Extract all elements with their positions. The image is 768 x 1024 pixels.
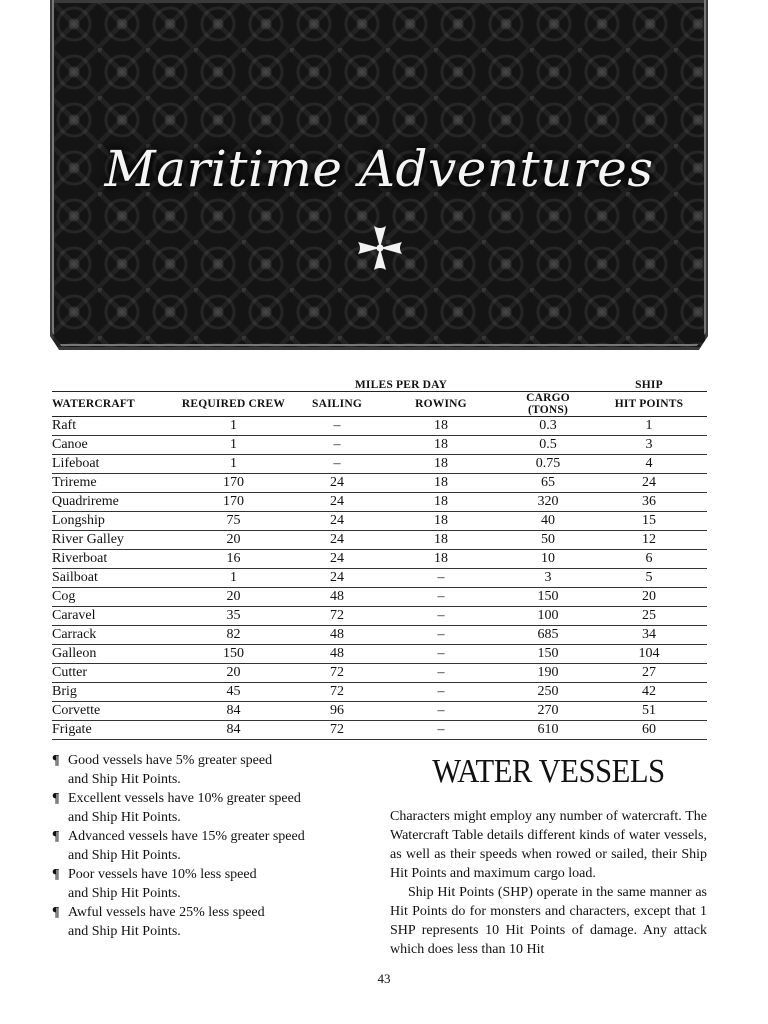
- table-cell: 50: [505, 531, 591, 550]
- table-cell: 48: [297, 588, 377, 607]
- table-cell: 72: [297, 721, 377, 740]
- table-cell: 150: [505, 588, 591, 607]
- paragraph: Characters might employ any number of watercraft. The Watercraft Table details different kinds of water vessels, as well as their speeds when rowed or sailed, their Ship Hit Points and maximum cargo load.: [390, 809, 707, 881]
- table-cell: 170: [170, 493, 297, 512]
- table-cell: 0.75: [505, 455, 591, 474]
- table-cell: –: [377, 721, 505, 740]
- section-body: [390, 807, 707, 959]
- watercraft-name-cell: Sailboat: [52, 569, 170, 588]
- section-heading: WATER VESSELS: [432, 753, 665, 790]
- table-cell: 24: [297, 531, 377, 550]
- table-cell: 270: [505, 702, 591, 721]
- table-cell: 96: [297, 702, 377, 721]
- group-header-miles-per-day: MILES PER DAY: [354, 379, 448, 391]
- column-header: WATERCRAFT: [52, 392, 170, 417]
- table-cell: 18: [377, 474, 505, 493]
- table-cell: 1: [170, 569, 297, 588]
- table-cell: –: [377, 645, 505, 664]
- table-cell: 27: [591, 664, 707, 683]
- table-cell: 18: [377, 512, 505, 531]
- vessel-quality-notes: [52, 751, 352, 941]
- table-cell: 5: [591, 569, 707, 588]
- table-row: [52, 436, 707, 455]
- table-cell: 18: [377, 436, 505, 455]
- table-cell: –: [377, 683, 505, 702]
- watercraft-name-cell: Trireme: [52, 474, 170, 493]
- table-cell: 45: [170, 683, 297, 702]
- table-cell: 65: [505, 474, 591, 493]
- table-cell: 20: [170, 588, 297, 607]
- watercraft-name-cell: Cog: [52, 588, 170, 607]
- watercraft-name-cell: Corvette: [52, 702, 170, 721]
- table-cell: –: [377, 607, 505, 626]
- watercraft-name-cell: Carrack: [52, 626, 170, 645]
- table-row: [52, 417, 707, 436]
- table-cell: 18: [377, 493, 505, 512]
- table-cell: 84: [170, 702, 297, 721]
- watercraft-name-cell: Raft: [52, 417, 170, 436]
- table-cell: 48: [297, 626, 377, 645]
- table-cell: 170: [170, 474, 297, 493]
- table-cell: –: [377, 569, 505, 588]
- chapter-title: Maritime Adventures: [104, 140, 654, 198]
- pilcrow-icon: ¶: [52, 791, 60, 806]
- table-cell: 34: [591, 626, 707, 645]
- table-cell: 3: [591, 436, 707, 455]
- table-cell: 24: [297, 493, 377, 512]
- table-row: [52, 531, 707, 550]
- table-cell: 51: [591, 702, 707, 721]
- table-cell: 12: [591, 531, 707, 550]
- table-cell: 24: [297, 512, 377, 531]
- table-cell: 18: [377, 550, 505, 569]
- table-cell: 0.3: [505, 417, 591, 436]
- table-cell: –: [297, 417, 377, 436]
- table-cell: –: [377, 626, 505, 645]
- table-cell: 1: [170, 455, 297, 474]
- table-row: [52, 569, 707, 588]
- table-cell: 150: [170, 645, 297, 664]
- table-cell: 18: [377, 417, 505, 436]
- table-cell: –: [377, 664, 505, 683]
- table-cell: 24: [297, 569, 377, 588]
- table-cell: 84: [170, 721, 297, 740]
- group-header-ship: SHIP: [635, 379, 663, 391]
- watercraft-name-cell: Cutter: [52, 664, 170, 683]
- note-item: ¶ Advanced vessels have 15% greater speed and Ship Hit Points.: [52, 829, 305, 863]
- watercraft-name-cell: Brig: [52, 683, 170, 702]
- table-cell: 3: [505, 569, 591, 588]
- table-cell: 72: [297, 664, 377, 683]
- table-cell: 6: [591, 550, 707, 569]
- table-row: [52, 702, 707, 721]
- pilcrow-icon: ¶: [52, 753, 60, 768]
- table-cell: 150: [505, 645, 591, 664]
- table-cell: –: [377, 702, 505, 721]
- table-cell: 35: [170, 607, 297, 626]
- table-row: [52, 455, 707, 474]
- table-cell: 20: [170, 531, 297, 550]
- table-cell: 100: [505, 607, 591, 626]
- column-header: HIT POINTS: [591, 392, 707, 417]
- table-cell: 250: [505, 683, 591, 702]
- table-cell: 40: [505, 512, 591, 531]
- watercraft-table: [52, 372, 707, 740]
- table-row: [52, 721, 707, 740]
- table-cell: –: [297, 436, 377, 455]
- table-cell: 24: [297, 550, 377, 569]
- page-number: 43: [377, 971, 391, 986]
- table-cell: 24: [591, 474, 707, 493]
- cross-pattee-icon: [354, 222, 406, 274]
- note-item: ¶ Excellent vessels have 10% greater speed and Ship Hit Points.: [52, 791, 301, 825]
- table-cell: –: [377, 588, 505, 607]
- table-cell: 1: [170, 436, 297, 455]
- column-header: SAILING: [297, 392, 377, 417]
- table-cell: 20: [591, 588, 707, 607]
- column-header: ROWING: [377, 392, 505, 417]
- table-cell: 1: [170, 417, 297, 436]
- column-header: CARGO (TONS): [505, 392, 591, 417]
- watercraft-name-cell: Canoe: [52, 436, 170, 455]
- table-row: [52, 588, 707, 607]
- table-cell: 24: [297, 474, 377, 493]
- table-cell: 42: [591, 683, 707, 702]
- table-row: [52, 645, 707, 664]
- watercraft-name-cell: Longship: [52, 512, 170, 531]
- table-row: [52, 512, 707, 531]
- table-row: [52, 626, 707, 645]
- table-row: [52, 607, 707, 626]
- table-cell: 36: [591, 493, 707, 512]
- table-cell: 72: [297, 607, 377, 626]
- pilcrow-icon: ¶: [52, 905, 60, 920]
- table-cell: 18: [377, 531, 505, 550]
- table-row: [52, 683, 707, 702]
- note-item: ¶ Poor vessels have 10% less speed and Ship Hit Points.: [52, 867, 257, 901]
- table-row: [52, 550, 707, 569]
- table-cell: 48: [297, 645, 377, 664]
- watercraft-name-cell: Caravel: [52, 607, 170, 626]
- pilcrow-icon: ¶: [52, 829, 60, 844]
- table-cell: 320: [505, 493, 591, 512]
- table-cell: –: [297, 455, 377, 474]
- table-cell: 20: [170, 664, 297, 683]
- table-cell: 10: [505, 550, 591, 569]
- table-cell: 25: [591, 607, 707, 626]
- watercraft-name-cell: River Galley: [52, 531, 170, 550]
- pilcrow-icon: ¶: [52, 867, 60, 882]
- table-cell: 104: [591, 645, 707, 664]
- table-row: [52, 493, 707, 512]
- table-cell: 18: [377, 455, 505, 474]
- table-cell: 190: [505, 664, 591, 683]
- note-item: ¶ Good vessels have 5% greater speed and Ship Hit Points.: [52, 753, 273, 787]
- table-cell: 610: [505, 721, 591, 740]
- watercraft-name-cell: Galleon: [52, 645, 170, 664]
- watercraft-name-cell: Lifeboat: [52, 455, 170, 474]
- watercraft-name-cell: Frigate: [52, 721, 170, 740]
- table-cell: 82: [170, 626, 297, 645]
- table-cell: 60: [591, 721, 707, 740]
- table-cell: 1: [591, 417, 707, 436]
- paragraph: Ship Hit Points (SHP) operate in the same manner as Hit Points do for monsters and characters, except that 1 SHP represents 10 Hit Points of damage. Any attack which does less than 10 Hit: [390, 885, 707, 957]
- column-header: REQUIRED CREW: [170, 392, 297, 417]
- table-cell: 72: [297, 683, 377, 702]
- table-row: [52, 664, 707, 683]
- watercraft-name-cell: Quadrireme: [52, 493, 170, 512]
- table-cell: 685: [505, 626, 591, 645]
- note-item: ¶ Awful vessels have 25% less speed and Ship Hit Points.: [52, 905, 265, 939]
- table-cell: 15: [591, 512, 707, 531]
- table-cell: 4: [591, 455, 707, 474]
- table-cell: 16: [170, 550, 297, 569]
- watercraft-name-cell: Riverboat: [52, 550, 170, 569]
- table-cell: 75: [170, 512, 297, 531]
- table-cell: 0.5: [505, 436, 591, 455]
- table-row: [52, 474, 707, 493]
